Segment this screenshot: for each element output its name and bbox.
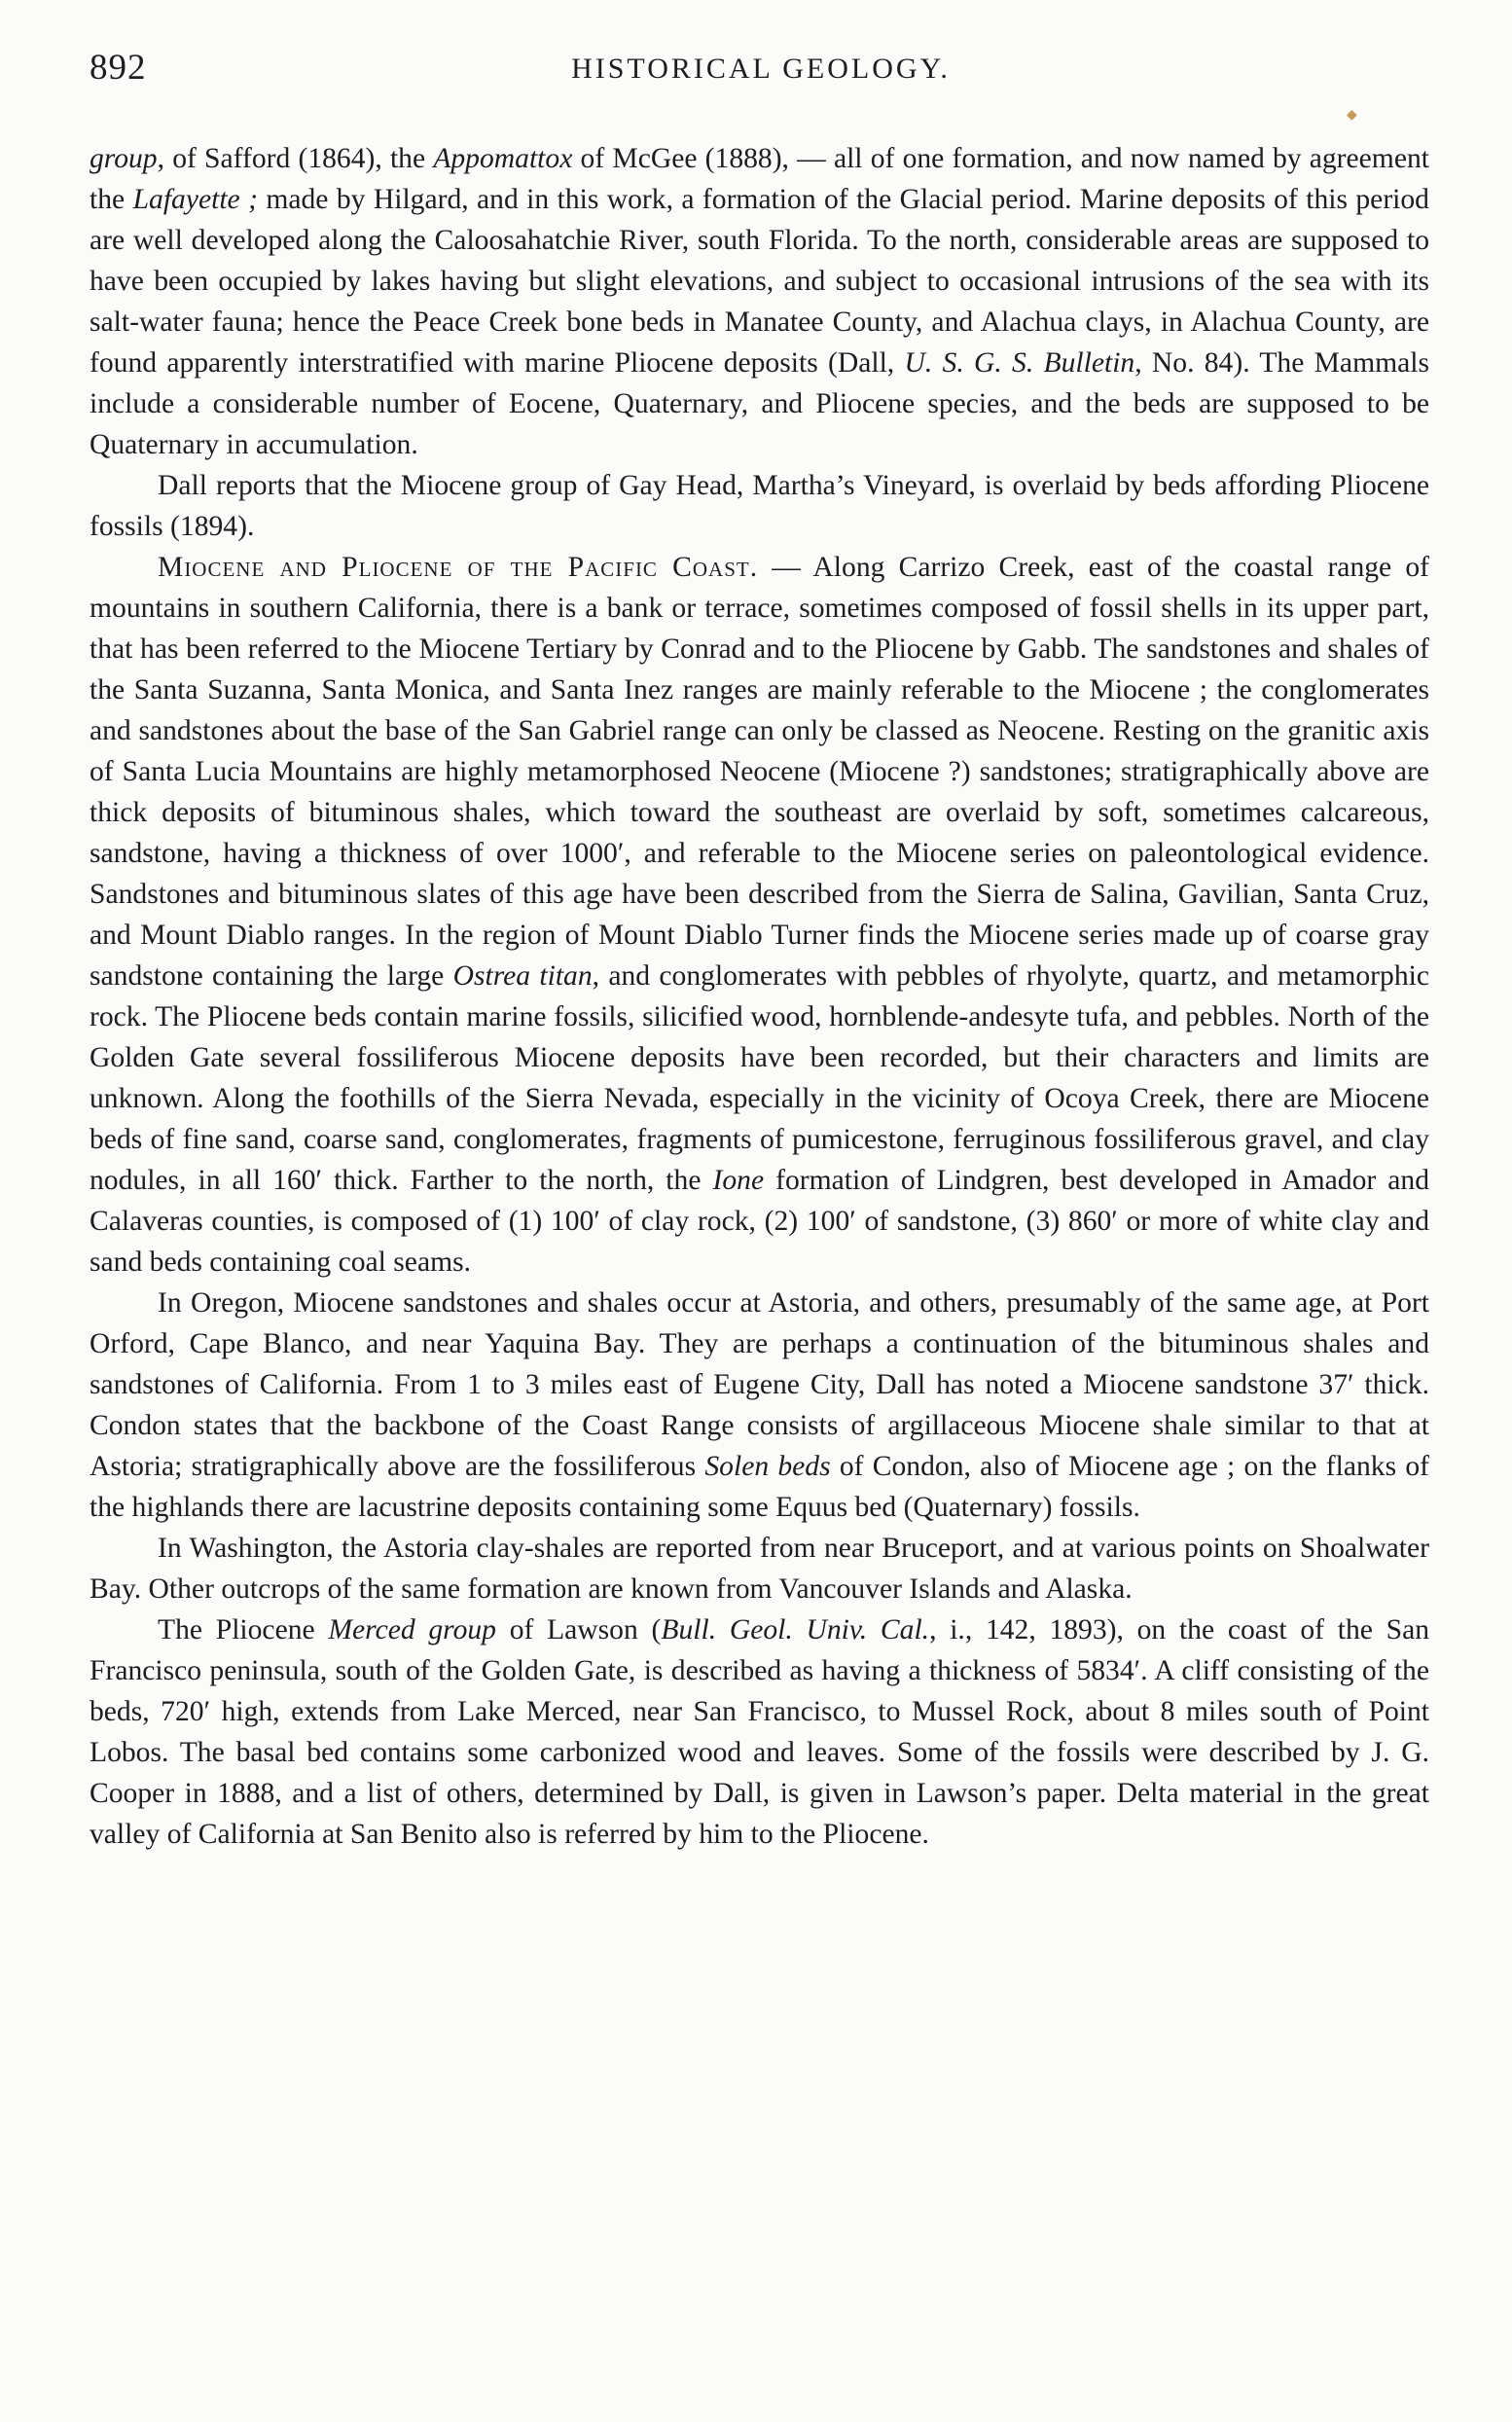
text-run: , and conglomerates with pebbles of rhyolyte, quartz, and metamorphic rock. The Pliocene beds contain marine fossils, silicified wood, hornblende-andesyte tufa, and pebbles. North of the Golden Gate several fossiliferous Miocene deposits have been recorded, but their characters and limits are unknown. Along the foothills of the Sierra Nevada, especially in the vicinity of Ocoya Creek, there are Miocene beds of fine sand, coarse sand, conglomerates, fragments of pumicestone, ferruginous fossiliferous gravel, and clay nodules, in all 160′ thick. Farther to the north, the <box>90 960 1429 1196</box>
italic-text: Appomattox <box>433 143 573 174</box>
paragraph <box>90 1609 1429 1855</box>
text-run: In Oregon, Miocene sandstones and shales occur at Astoria, and others, presumably of the same age, at Port Orford, Cape Blanco, and near Yaquina Bay. They are perhaps a continuation of the bituminous shales and sandstones of California. From 1 to 3 miles east of Eugene City, Dall has noted a Miocene sandstone 37′ thick. Condon states that the backbone of the Coast Range consists of argillaceous Miocene shale similar to that at Astoria; stratigraphically above are the fossiliferous <box>90 1287 1429 1482</box>
printer-mark-icon: ◆ <box>1347 108 1357 123</box>
section-heading: Miocene and Pliocene of the Pacific Coast. <box>158 552 759 583</box>
italic-text: group <box>90 143 158 174</box>
text-run: — Along Carrizo Creek, east of the coastal range of mountains in southern California, there is a bank or terrace, sometimes composed of fossil shells in its upper part, that has been referred to the Miocene Tertiary by Conrad and to the Pliocene by Gabb. The sandstones and shales of the Santa Suzanna, Santa Monica, and Santa Inez ranges are mainly referable to the Miocene ; the conglomerates and sandstones about the base of the San Gabriel range can only be classed as Neocene. Resting on the granitic axis of Santa Lucia Mountains are highly metamorphosed Neocene (Miocene ?) sandstones; stratigraphically above are thick deposits of bituminous shales, which toward the southeast are overlaid by soft, sometimes calcareous, sandstone, having a thickness of over 1000′, and referable to the Miocene series on paleontological evidence. Sandstones and bituminous slates of this age have been described from the Sierra de Salina, Gavilian, Santa Cruz, and Mount Diablo ranges. In the region of Mount Diablo Turner finds the Miocene series made up of coarse gray sandstone containing the large <box>90 552 1430 992</box>
page-header <box>90 47 1432 93</box>
text-run: of Condon, also of Miocene age ; on the flanks of the highlands there are lacustrine deposits containing some Equus bed (Quaternary) fossils. <box>90 1451 1429 1523</box>
paragraph <box>90 547 1429 1283</box>
italic-text: Bull. Geol. Univ. Cal. <box>661 1614 930 1645</box>
body-text <box>90 138 1429 1855</box>
text-run: formation of Lindgren, best developed in Amador and Calaveras counties, is composed of (1) 100′ of clay rock, (2) 100′ of sandstone, (3) 860′ or more of white clay and sand beds containing coal seams. <box>90 1165 1429 1278</box>
text-run: In Washington, the Astoria clay-shales are reported from near Bruceport, and at various points on Shoalwater Bay. Other outcrops of the same formation are known from Vancouver Islands and Alaska. <box>90 1533 1429 1605</box>
italic-text: Ostrea titan <box>452 960 593 992</box>
text-run: of Lawson ( <box>495 1614 662 1645</box>
page-number: 892 <box>90 48 147 88</box>
text-run: , of Safford (1864), the <box>157 143 434 174</box>
running-head: HISTORICAL GEOLOGY. <box>571 53 951 85</box>
paragraph <box>90 1283 1429 1528</box>
text-run: The Pliocene <box>158 1614 329 1645</box>
text-run: Dall reports that the Miocene group of Gay Head, Martha’s Vineyard, is overlaid by beds affording Pliocene fossils (1894). <box>90 470 1429 542</box>
italic-text: Merced group <box>328 1614 496 1645</box>
italic-text: Ione <box>712 1165 765 1196</box>
text-run: , No. 84). The Mammals include a considerable number of Eocene, Quaternary, and Pliocene species, and the beds are supposed to be Quaternary in accumulation. <box>90 347 1429 460</box>
italic-text: Solen beds <box>704 1451 831 1482</box>
paragraph <box>90 1528 1429 1609</box>
paragraph <box>90 138 1429 465</box>
text-run: made by Hilgard, and in this work, a formation of the Glacial period. Marine deposits of this period are well developed along the Caloosahatchie River, south Florida. To the north, considerable areas are supposed to have been occupied by lakes having but slight elevations, and subject to occasional intrusions of the sea with its salt-water fauna; hence the Peace Creek bone beds in Manatee County, and Alachua clays, in Alachua County, are found apparently interstratified with marine Pliocene deposits (Dall, <box>90 184 1429 379</box>
italic-text: U. S. G. S. Bulletin <box>904 347 1135 379</box>
text-run: of McGee (1888), — all of one formation, and now named by agreement the <box>90 143 1429 215</box>
paragraph <box>90 465 1429 547</box>
text-run: , i., 142, 1893), on the coast of the San Francisco peninsula, south of the Golden Gate, is described as having a thickness of 5834′. A cliff consisting of the beds, 720′ high, extends from Lake Merced, near San Francisco, to Mussel Rock, about 8 miles south of Point Lobos. The basal bed contains some carbonized wood and leaves. Some of the fossils were described by J. G. Cooper in 1888, and a list of others, determined by Dall, is given in Lawson’s paper. Delta material in the great valley of California at San Benito also is referred by him to the Pliocene. <box>90 1614 1429 1850</box>
italic-text: Lafayette ; <box>132 184 258 215</box>
